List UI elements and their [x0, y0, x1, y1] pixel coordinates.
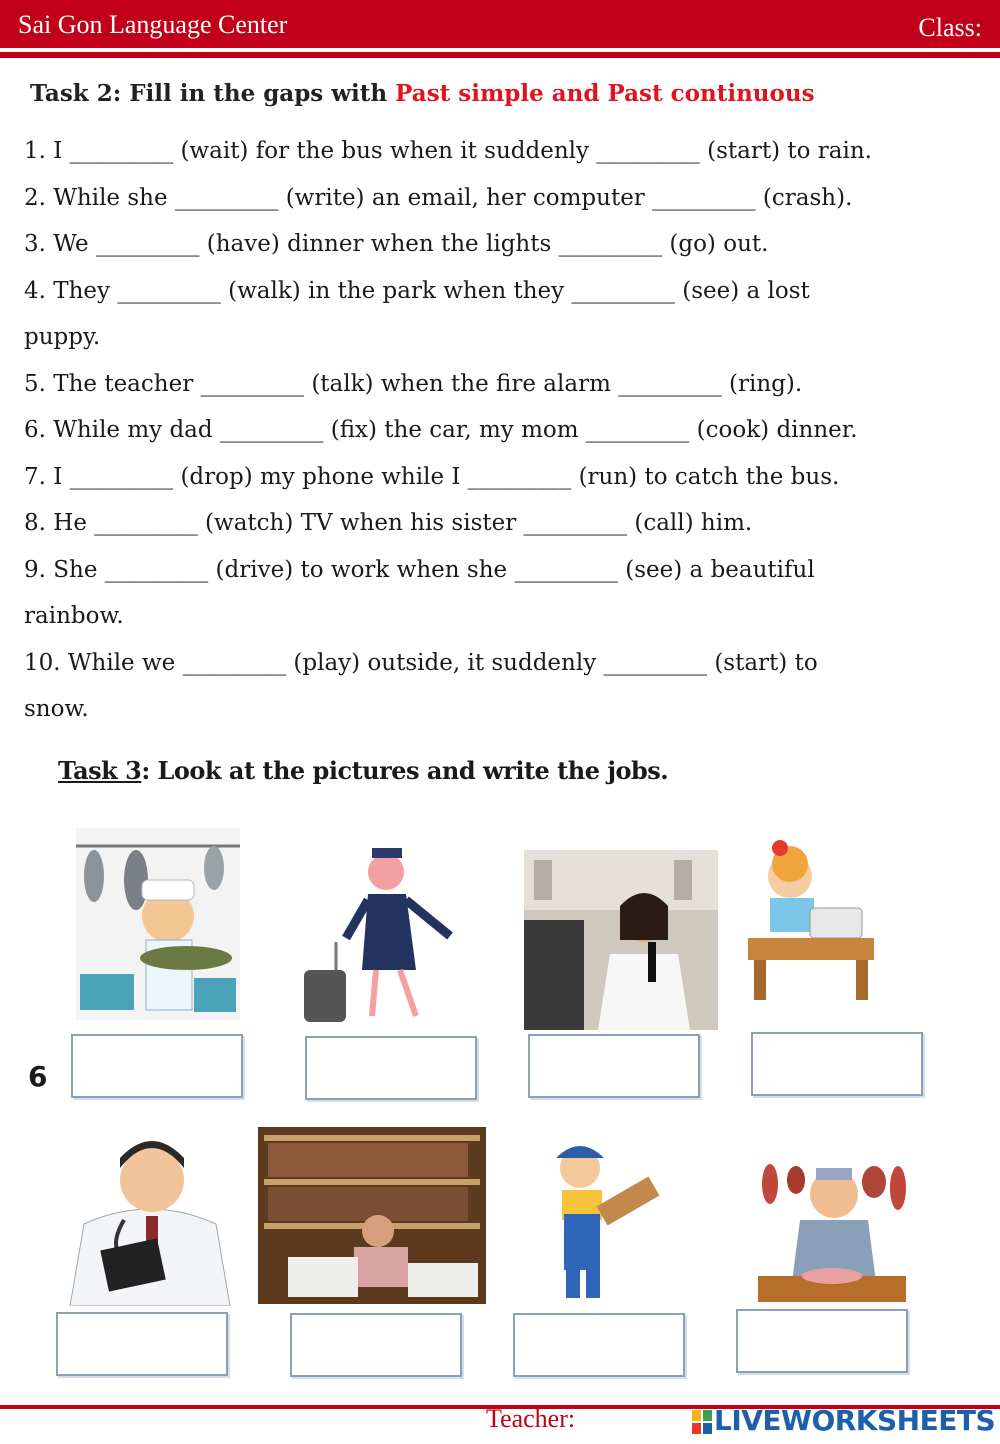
exercise-line: snow.: [24, 696, 89, 722]
exercise-line: puppy.: [24, 324, 101, 350]
exercise-line: 9. She _________ (drive) to work when she _________ (see) a beautiful: [24, 556, 815, 583]
answer-box[interactable]: [513, 1313, 685, 1377]
teacher-label: Teacher:: [486, 1404, 576, 1433]
reporter-picture: [524, 850, 718, 1030]
fishmonger-picture: [76, 828, 240, 1020]
librarian-picture: [258, 1127, 486, 1304]
answer-box[interactable]: [290, 1313, 462, 1377]
task2-exercise: [24, 128, 984, 733]
answer-box[interactable]: [751, 1032, 923, 1096]
flight-attendant-picture: [298, 840, 458, 1028]
butcher-picture: [756, 1158, 908, 1302]
carpenter-picture: [538, 1134, 664, 1302]
exercise-line: 6. While my dad _________ (fix) the car, my mom _________ (cook) dinner.: [24, 417, 858, 443]
task2-title-accent: Past simple and Past continuous: [395, 80, 815, 107]
answer-box[interactable]: [71, 1034, 243, 1098]
doctor-picture: [64, 1124, 236, 1306]
exercise-line: rainbow.: [24, 603, 124, 629]
task3-title-label: Task 3: [58, 756, 142, 785]
exercise-line: 1. I _________ (wait) for the bus when it suddenly _________ (start) to rain.: [24, 138, 872, 164]
school-name: Sai Gon Language Center: [18, 10, 288, 39]
answer-box[interactable]: [736, 1309, 908, 1373]
page-number: 6: [28, 1060, 48, 1093]
task2-title: [30, 80, 815, 107]
class-label: Class:: [918, 13, 982, 42]
tailor-picture: [740, 838, 880, 1008]
exercise-line: 2. While she _________ (write) an email, her computer _________ (crash).: [24, 184, 853, 211]
brand-name: LIVEWORKSHEETS: [714, 1404, 996, 1437]
task2-title-prefix: Task 2: Fill in the gaps with: [30, 80, 396, 107]
exercise-line: 10. While we _________ (play) outside, it suddenly _________ (start) to: [24, 649, 818, 676]
answer-box[interactable]: [56, 1312, 228, 1376]
task3-title-rest: : Look at the pictures and write the jobs.: [141, 756, 669, 785]
exercise-line: 4. They _________ (walk) in the park when they _________ (see) a lost: [24, 277, 810, 304]
exercise-line: 8. He _________ (watch) TV when his sister _________ (call) him.: [24, 510, 753, 536]
task3-title: [58, 756, 668, 785]
exercise-line: 3. We _________ (have) dinner when the lights _________ (go) out.: [24, 231, 769, 257]
answer-box[interactable]: [305, 1036, 477, 1100]
answer-box[interactable]: [528, 1034, 700, 1098]
exercise-line: 5. The teacher _________ (talk) when the fire alarm _________ (ring).: [24, 370, 803, 397]
liveworksheets-logo-icon: [692, 1410, 712, 1434]
header-divider: [0, 52, 1000, 58]
brand-logo: [692, 1404, 995, 1437]
exercise-line: 7. I _________ (drop) my phone while I _________ (run) to catch the bus.: [24, 463, 840, 490]
